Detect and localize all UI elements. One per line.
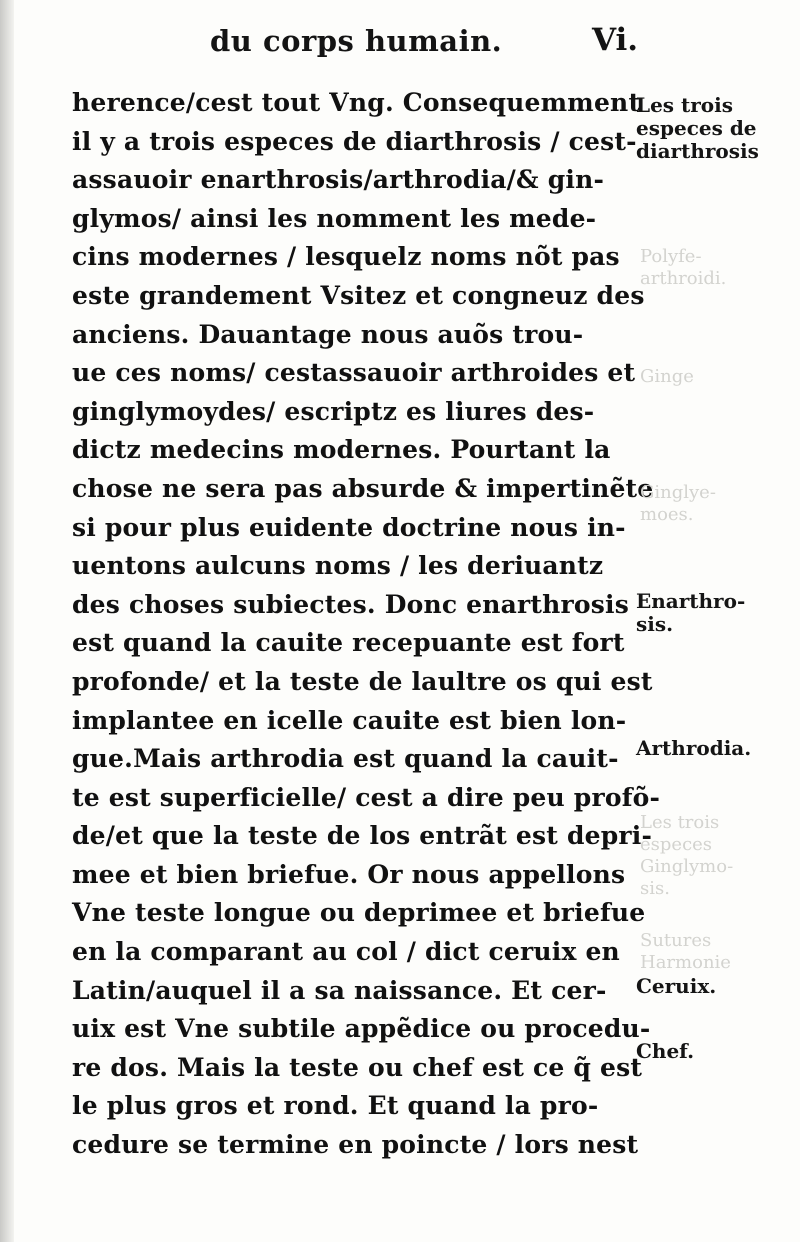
page-header — [0, 18, 800, 68]
bleed-through-line: especes — [640, 834, 713, 855]
text-line: de/et que la teste de los entrãt est depri- — [72, 821, 653, 851]
text-line: cins modernes / lesquelz noms nõt pas — [72, 242, 620, 272]
text-line: re dos. Mais la teste ou chef est ce q̃ est — [72, 1052, 643, 1082]
margin-note-enarthrosis — [636, 590, 745, 636]
text-line: est quand la cauite recepuante est fort — [72, 628, 625, 658]
bleed-through-b — [640, 366, 694, 388]
margin-note-ceruix — [636, 975, 716, 998]
margin-note-line: sis. — [636, 612, 674, 636]
text-line: implantee en icelle cauite est bien lon- — [72, 705, 627, 735]
margin-note-line: Ceruix. — [636, 974, 717, 998]
bleed-through-line: moes. — [640, 504, 694, 525]
text-line: mee et bien briefue. Or nous appellons — [72, 859, 626, 889]
margin-note-line: Enarthro- — [636, 589, 746, 613]
folio-number: Vi. — [592, 22, 639, 58]
text-line: en la comparant au col / dict ceruix en — [72, 937, 620, 967]
bleed-through-c — [640, 482, 716, 526]
bleed-through-d — [640, 812, 733, 900]
bleed-through-line: Les trois — [640, 812, 720, 833]
text-line: des choses subiectes. Donc enarthrosis — [72, 589, 630, 619]
margin-note-arthrodia — [636, 737, 751, 760]
bleed-through-line: Polyfe- — [640, 246, 702, 267]
text-line: anciens. Dauantage nous auõs trou- — [72, 319, 584, 349]
margin-note-line: Les trois — [636, 93, 733, 117]
text-line: gue.Mais arthrodia est quand la cauit- — [72, 744, 619, 774]
text-line: ue ces noms/ cestassauoir arthroides et — [72, 358, 636, 388]
text-line: profonde/ et la teste de laultre os qui est — [72, 666, 653, 696]
bleed-through-line: arthroidi. — [640, 268, 727, 289]
main-text-column — [72, 84, 661, 1165]
text-line: glymos/ ainsi les nomment les mede- — [72, 203, 597, 233]
text-line: Latin/auquel il a sa naissance. Et cer- — [72, 975, 607, 1005]
bleed-through-line: Ginglymo- — [640, 856, 734, 877]
text-line: uix est Vne subtile appẽdice ou procedu- — [72, 1014, 651, 1044]
bleed-through-line: Harmonie — [640, 952, 731, 973]
text-line: le plus gros et rond. Et quand la pro- — [72, 1091, 599, 1121]
margin-note-line: diarthrosis — [636, 139, 759, 163]
text-line: assauoir enarthrosis/arthrodia/& gin- — [72, 165, 605, 195]
bleed-through-line: sis. — [640, 878, 670, 899]
text-line: si pour plus euidente doctrine nous in- — [72, 512, 626, 542]
text-line: ginglymoydes/ escriptz es liures des- — [72, 396, 595, 426]
bleed-through-a — [640, 246, 726, 290]
text-line: il y a trois especes de diarthrosis / cest- — [72, 126, 637, 156]
running-head: du corps humain. — [210, 24, 503, 58]
margin-note-chef — [636, 1040, 694, 1063]
text-line: cedure se termine en poincte / lors nest — [72, 1130, 639, 1160]
margin-note-line: especes de — [636, 116, 757, 140]
margin-note-especes — [636, 94, 759, 163]
margin-note-line: Arthrodia. — [636, 736, 752, 760]
bleed-through-line: Ginge — [640, 366, 694, 387]
text-line: este grandement Vsitez et congneuz des — [72, 280, 645, 310]
bleed-through-line: Ginglye- — [640, 482, 716, 503]
text-line: te est superficielle/ cest a dire peu profõ- — [72, 782, 661, 812]
bleed-through-line: Sutures — [640, 930, 712, 951]
text-line: uentons aulcuns noms / les deriuantz — [72, 551, 604, 581]
text-line: herence/cest tout Vng. Consequemment — [72, 88, 641, 117]
bleed-through-e — [640, 930, 731, 974]
gutter-shadow — [0, 0, 14, 1242]
text-line: Vne teste longue ou deprimee et briefue — [72, 898, 646, 928]
text-line: dictz medecins modernes. Pourtant la — [72, 435, 611, 465]
margin-note-line: Chef. — [636, 1039, 695, 1063]
text-line: chose ne sera pas absurde & impertinẽte — [72, 473, 654, 503]
